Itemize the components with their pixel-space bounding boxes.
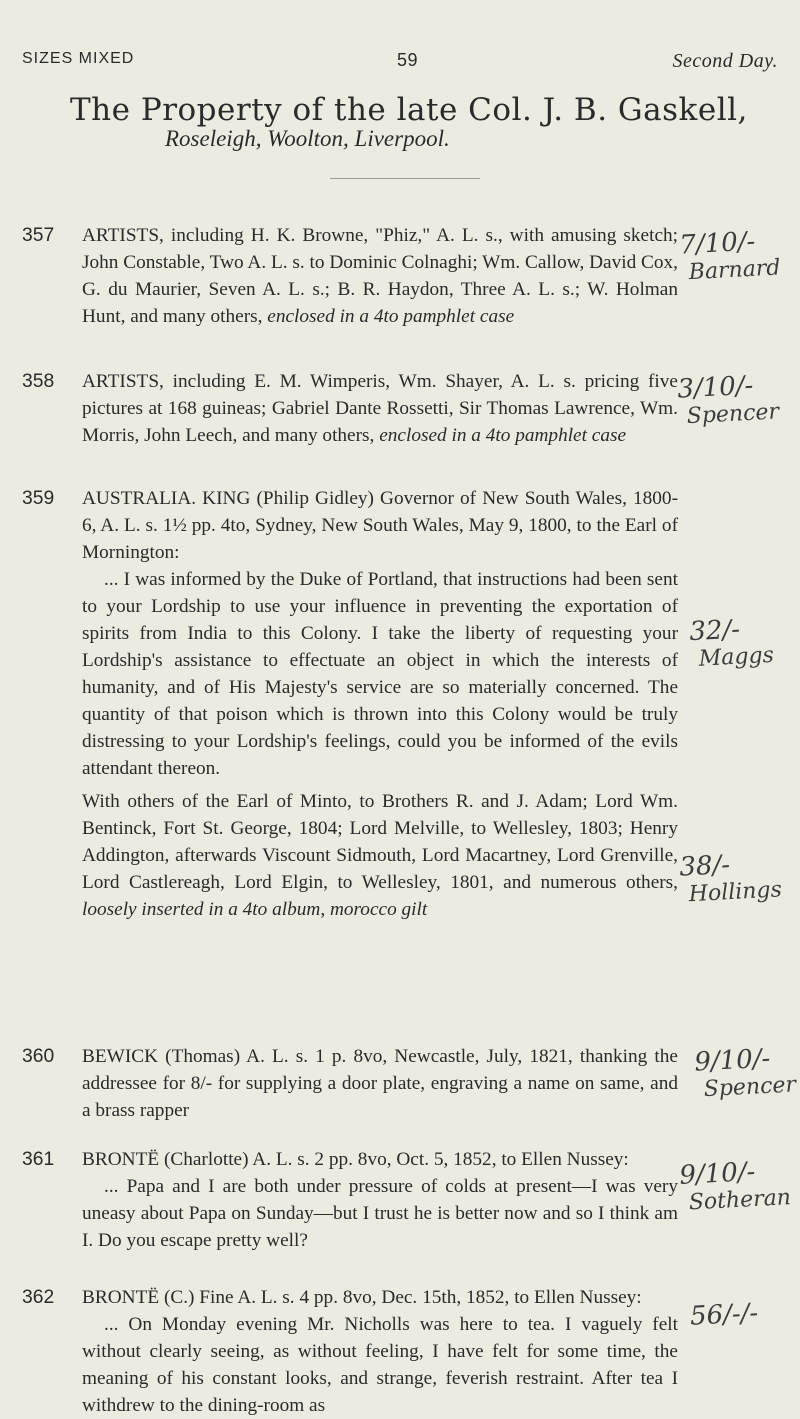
price: 7/10/-	[678, 226, 757, 261]
buyer-annotation-362	[689, 1298, 759, 1332]
header-right: Second Day.	[672, 50, 778, 72]
buyer-annotation-358	[677, 369, 780, 429]
buyer-annotation-359b	[679, 847, 783, 907]
lot-360	[22, 1043, 792, 1124]
lot-number: 362	[22, 1287, 55, 1308]
buyer-name: Maggs	[698, 642, 775, 672]
lot-heading: AUSTRALIA. KING (Philip Gidley) Governor of New South Wales, 1800-6, A. L. s. 1½ pp. 4to, Sydney, New South Wales, May 9, 1800, to the Earl of Mornington:	[82, 488, 678, 563]
buyer-annotation-360	[694, 1042, 797, 1102]
header-left: SIZES MIXED	[22, 50, 135, 67]
price: 38/-	[678, 850, 731, 883]
lot-number: 360	[22, 1046, 55, 1067]
lot-heading: BRONTË (C.) Fine A. L. s. 4 pp. 8vo, Dec. 15th, 1852, to Ellen Nussey:	[82, 1287, 642, 1308]
lot-359	[22, 485, 792, 923]
lot-number: 359	[22, 488, 55, 509]
lot-text: With others of the Earl of Minto, to Brothers R. and J. Adam; Lord Wm. Bentinck, Fort St. George, 1804; Lord Melville, to Wellesley, 1803; Henry Addington, afterwards Viscount Sidmouth, Lord Macartney, Lord Grenville, Lord Castlereagh, Lord Elgin, to Wellesley, 1801, and numerous others,	[82, 791, 678, 893]
lot-number: 358	[22, 371, 55, 392]
buyer-name: Barnard	[688, 255, 782, 286]
lot-description: BEWICK (Thomas) A. L. s. 1 p. 8vo, Newcastle, July, 1821, thanking the addressee for 8/- for supplying a door plate, engraving a name on same, and a brass rapper	[82, 1046, 678, 1121]
price: 9/10/-	[693, 1043, 772, 1078]
price: 56/-/-	[689, 1298, 759, 1332]
lot-quote: ... On Monday evening Mr. Nicholls was here to tea. I vaguely felt without clearly seeing, as without feeling, I have felt for some time, the meaning of his constant looks, and strange, feverish restraint. After tea I withdrew to the dining-room as	[82, 1314, 678, 1416]
lot-number: 361	[22, 1149, 55, 1170]
price: 3/10/-	[676, 370, 755, 405]
lot-description	[82, 368, 678, 449]
lot-others	[82, 788, 678, 923]
lot-description	[82, 485, 678, 923]
lot-text: ARTISTS, including H. K. Browne, "Phiz," A. L. s., with amusing sketch; John Constable, Two A. L. s. to Dominic Colnaghi; Wm. Callow, David Cox, G. du Maurier, Seven A. L. s.; B. R. Haydon, Three A. L. s.; W. Holman Hunt, and many others,	[82, 225, 678, 327]
price: 32/-	[688, 614, 741, 648]
buyer-annotation-361	[679, 1155, 792, 1216]
lot-binding: enclosed in a 4to pamphlet case	[267, 306, 515, 327]
page-number: 59	[397, 50, 419, 70]
lot-number: 357	[22, 225, 55, 246]
lot-362	[22, 1284, 792, 1419]
divider-rule	[330, 178, 480, 179]
buyer-name: Sotheran	[688, 1185, 792, 1216]
lot-quote: ... Papa and I are both under pressure of colds at present—I was very uneasy about Papa on Sunday—but I trust he is better now and so I think am I. Do you escape pretty well?	[82, 1176, 678, 1251]
lot-361	[22, 1146, 792, 1254]
lot-description	[82, 1146, 678, 1254]
buyer-name: Spencer	[686, 399, 780, 430]
lot-binding: enclosed in a 4to pamphlet case	[379, 425, 627, 446]
buyer-annotation-357	[679, 225, 781, 285]
lot-357	[22, 222, 792, 330]
buyer-name: Hollings	[688, 877, 783, 908]
lot-description	[82, 1284, 678, 1419]
lot-description	[82, 222, 678, 330]
page-subtitle: Roseleigh, Woolton, Liverpool.	[165, 126, 450, 151]
price: 9/10/-	[678, 1156, 757, 1191]
lot-text: ARTISTS, including E. M. Wimperis, Wm. Shayer, A. L. s. pricing five pictures at 168 guineas; Gabriel Dante Rossetti, Sir Thomas Lawrence, Wm. Morris, John Leech, and many others,	[82, 371, 678, 446]
buyer-annotation-359a	[689, 613, 775, 672]
lot-binding: loosely inserted in a 4to album, morocco gilt	[82, 899, 428, 920]
buyer-name: Spencer	[703, 1072, 797, 1103]
lot-quote: ... I was informed by the Duke of Portland, that instructions had been sent to your Lordship to use your influence in preventing the exportation of spirits from India to this Colony. I take the liberty of requesting your Lordship's assistance to effectuate an object in which the interests of humanity, and of His Majesty's service are so materially concerned. The quantity of that poison which is thrown into this Colony would be truly distressing to your Lordship's feelings, could you be informed of the evils attendant thereon.	[82, 569, 678, 779]
lot-heading: BRONTË (Charlotte) A. L. s. 2 pp. 8vo, Oct. 5, 1852, to Ellen Nussey:	[82, 1149, 629, 1170]
page-title: The Property of the late Col. J. B. Gaskell,	[70, 92, 748, 128]
